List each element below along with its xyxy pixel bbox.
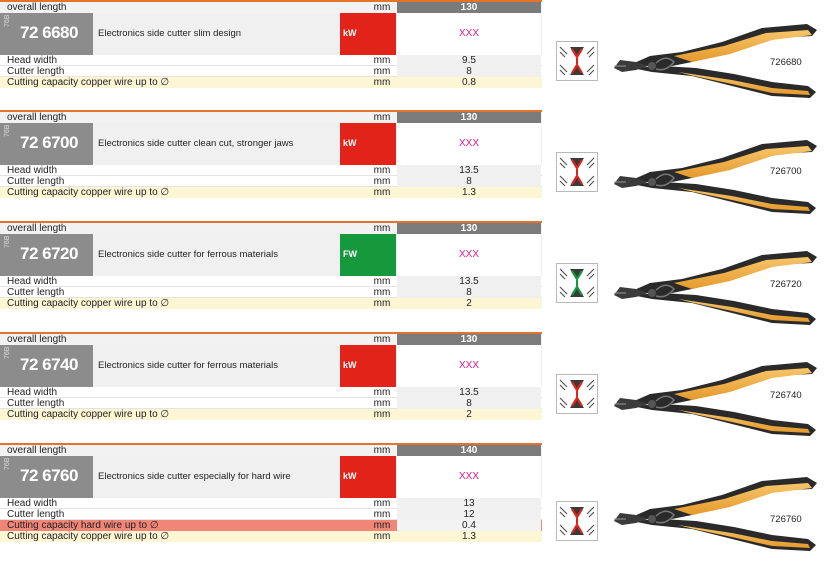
cutting-hard-wire-value: 0.4 [397, 520, 541, 531]
product-description: Electronics side cutter slim design [98, 28, 242, 39]
cutting-copper-wire-label: Cutting capacity copper wire up to ∅ [7, 531, 170, 542]
article-number-box [0, 13, 93, 55]
head-width-label: Head width [7, 387, 58, 398]
overall-length-value: 130 [397, 2, 541, 13]
head-width-label: Head width [7, 55, 58, 66]
unit-label: mm [373, 531, 391, 542]
unit-label: mm [373, 287, 391, 298]
head-width-label: Head width [7, 498, 58, 509]
overall-length-value: 130 [397, 223, 541, 234]
edge-type-badge [340, 456, 396, 498]
head-width-label: Head width [7, 165, 58, 176]
spec-table [0, 332, 542, 420]
price-value: XXX [397, 123, 541, 165]
tool-article-label: 726720 [770, 279, 802, 290]
article-number-box [0, 123, 93, 165]
head-width-row [0, 165, 542, 176]
edge-type-label: kW [343, 360, 357, 370]
unit-label: mm [373, 165, 391, 176]
cutter-length-label: Cutter length [7, 509, 65, 520]
spec-table [0, 0, 542, 88]
spec-rows [0, 276, 542, 309]
head-width-row [0, 498, 542, 509]
unit-label: mm [373, 223, 391, 234]
price-value: XXX [397, 456, 541, 498]
head-width-value: 13 [397, 498, 541, 509]
cutting-copper-wire-row [0, 409, 542, 420]
overall-length-label: overall length [7, 112, 67, 123]
cutter-length-row [0, 176, 542, 187]
price-value: XXX [397, 234, 541, 276]
article-number: 72 6720 [20, 244, 78, 263]
code-prefix: 76B [4, 124, 11, 137]
price-value: XXX [397, 345, 541, 387]
product-header [0, 234, 542, 276]
cutting-copper-wire-value: 1.3 [397, 187, 541, 198]
edge-type-label: kW [343, 138, 357, 148]
unit-label: mm [373, 334, 391, 345]
cutting-copper-wire-value: 0.8 [397, 77, 541, 88]
unit-label: mm [373, 398, 391, 409]
cutting-copper-wire-value: 2 [397, 298, 541, 309]
cutting-copper-wire-label: Cutting capacity copper wire up to ∅ [7, 77, 170, 88]
product-header [0, 456, 542, 498]
article-number-box [0, 345, 93, 387]
unit-label: mm [373, 498, 391, 509]
article-number: 72 6680 [20, 23, 78, 42]
overall-length-row [0, 0, 542, 13]
cutting-edge-icon [556, 263, 598, 303]
overall-length-row [0, 110, 542, 123]
head-width-value: 9.5 [397, 55, 541, 66]
unit-label: mm [373, 276, 391, 287]
spec-rows [0, 55, 542, 88]
tool-article-label: 726760 [770, 514, 802, 525]
cutting-edge-icon [556, 41, 598, 81]
cutting-copper-wire-value: 1.3 [397, 531, 541, 542]
cutter-length-label: Cutter length [7, 287, 65, 298]
cutter-length-label: Cutter length [7, 176, 65, 187]
cutter-length-value: 8 [397, 66, 541, 77]
edge-type-badge [340, 345, 396, 387]
head-width-value: 13.5 [397, 165, 541, 176]
cutting-edge-icon [556, 152, 598, 192]
cutter-length-row [0, 287, 542, 298]
head-width-value: 13.5 [397, 387, 541, 398]
unit-label: mm [373, 55, 391, 66]
head-width-row [0, 55, 542, 66]
product-header [0, 13, 542, 55]
overall-length-value: 130 [397, 112, 541, 123]
article-number-box [0, 234, 93, 276]
spec-table [0, 443, 542, 542]
product-description: Electronics side cutter for ferrous materials [98, 360, 279, 371]
cutting-hard-wire-row [0, 520, 542, 531]
product-description: Electronics side cutter clean cut, stronger jaws [98, 138, 294, 149]
code-prefix: 76B [4, 346, 11, 359]
unit-label: mm [373, 187, 391, 198]
cutter-length-row [0, 66, 542, 77]
tool-article-label: 726740 [770, 390, 802, 401]
overall-length-row [0, 221, 542, 234]
spec-rows [0, 165, 542, 198]
overall-length-label: overall length [7, 2, 67, 13]
head-width-row [0, 387, 542, 398]
spec-table [0, 110, 542, 198]
cutting-hard-wire-label: Cutting capacity hard wire up to ∅ [7, 520, 159, 531]
overall-length-value: 130 [397, 334, 541, 345]
cutting-copper-wire-row [0, 531, 542, 542]
cutting-edge-icon [556, 501, 598, 541]
cutting-copper-wire-row [0, 187, 542, 198]
overall-length-label: overall length [7, 334, 67, 345]
unit-label: mm [373, 112, 391, 123]
cutter-length-value: 12 [397, 509, 541, 520]
cutter-length-value: 8 [397, 287, 541, 298]
cutter-length-row [0, 398, 542, 409]
cutting-copper-wire-value: 2 [397, 409, 541, 420]
edge-type-label: kW [343, 28, 357, 38]
cutter-length-label: Cutter length [7, 66, 65, 77]
article-number-box [0, 456, 93, 498]
overall-length-row [0, 332, 542, 345]
spec-rows [0, 498, 542, 542]
article-number: 72 6760 [20, 466, 78, 485]
price-value: XXX [397, 13, 541, 55]
cutter-length-row [0, 509, 542, 520]
spec-table [0, 221, 542, 309]
unit-label: mm [373, 2, 391, 13]
product-description: Electronics side cutter for ferrous materials [98, 249, 279, 260]
cutting-copper-wire-label: Cutting capacity copper wire up to ∅ [7, 187, 170, 198]
edge-type-label: kW [343, 471, 357, 481]
code-prefix: 76B [4, 235, 11, 248]
cutting-copper-wire-label: Cutting capacity copper wire up to ∅ [7, 409, 170, 420]
cutting-copper-wire-row [0, 77, 542, 88]
tool-article-label: 726700 [770, 166, 802, 177]
cutting-edge-icon [556, 374, 598, 414]
code-prefix: 76B [4, 14, 11, 27]
code-prefix: 76B [4, 457, 11, 470]
head-width-value: 13.5 [397, 276, 541, 287]
unit-label: mm [373, 176, 391, 187]
spec-rows [0, 387, 542, 420]
unit-label: mm [373, 298, 391, 309]
cutter-length-value: 8 [397, 176, 541, 187]
product-header [0, 345, 542, 387]
unit-label: mm [373, 387, 391, 398]
cutter-length-value: 8 [397, 398, 541, 409]
article-number: 72 6740 [20, 355, 78, 374]
article-number: 72 6700 [20, 133, 78, 152]
cutting-copper-wire-row [0, 298, 542, 309]
unit-label: mm [373, 445, 391, 456]
unit-label: mm [373, 409, 391, 420]
edge-type-label: FW [343, 249, 357, 259]
unit-label: mm [373, 66, 391, 77]
edge-type-badge [340, 123, 396, 165]
edge-type-badge [340, 13, 396, 55]
overall-length-value: 140 [397, 445, 541, 456]
head-width-row [0, 276, 542, 287]
unit-label: mm [373, 509, 391, 520]
unit-label: mm [373, 77, 391, 88]
cutting-copper-wire-label: Cutting capacity copper wire up to ∅ [7, 298, 170, 309]
side-cutter-image [612, 132, 822, 222]
edge-type-badge [340, 234, 396, 276]
cutter-length-label: Cutter length [7, 398, 65, 409]
overall-length-row [0, 443, 542, 456]
product-header [0, 123, 542, 165]
overall-length-label: overall length [7, 445, 67, 456]
unit-label: mm [373, 520, 391, 531]
head-width-label: Head width [7, 276, 58, 287]
overall-length-label: overall length [7, 223, 67, 234]
tool-article-label: 726680 [770, 57, 802, 68]
product-description: Electronics side cutter especially for hard wire [98, 471, 291, 482]
